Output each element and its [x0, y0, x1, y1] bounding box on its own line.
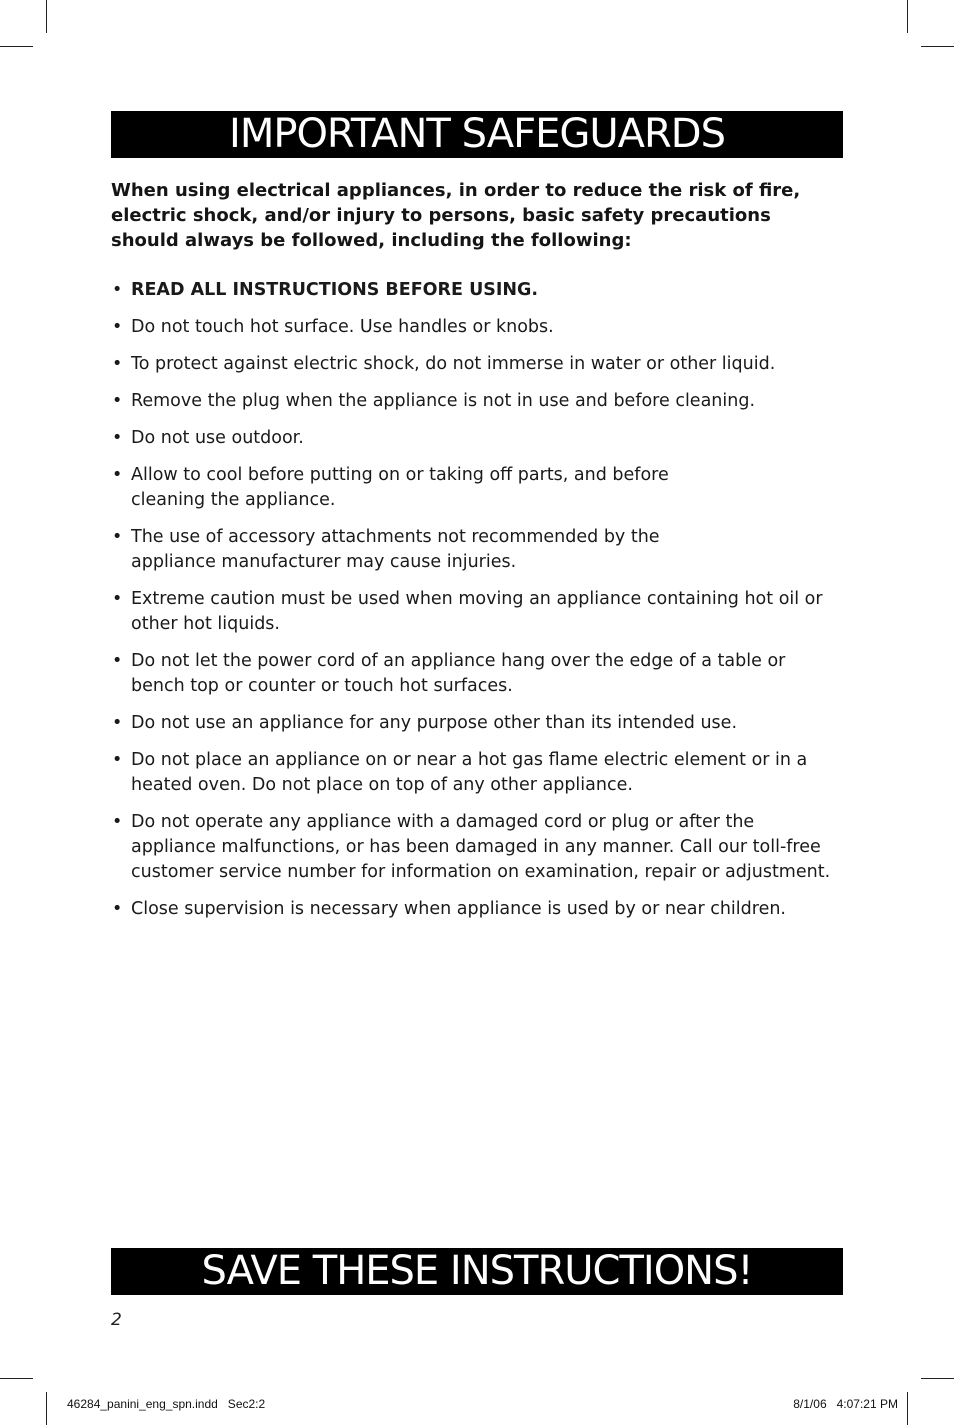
crop-mark: [0, 1378, 33, 1379]
list-item: • READ ALL INSTRUCTIONS BEFORE USING.: [111, 278, 841, 303]
list-item: • Do not operate any appliance with a damaged cord or plug or after the appliance malfunctions, or has been damaged in any manner. Call our toll-free customer service number for information on examination, repair or adjustment.: [112, 812, 831, 882]
crop-mark: [907, 0, 908, 33]
bullet-icon: •: [112, 354, 123, 374]
page-number: 2: [111, 1310, 122, 1330]
list-item: • Allow to cool before putting on or taking off parts, and before cleaning the appliance.: [112, 465, 669, 510]
bullet-icon: •: [112, 651, 123, 671]
list-item: • Extreme caution must be used when moving an appliance containing hot oil or other hot liquids.: [112, 589, 823, 634]
crop-mark: [921, 46, 954, 47]
bullet-icon: •: [112, 527, 123, 547]
list-item: • Close supervision is necessary when appliance is used by or near children.: [111, 897, 841, 922]
list-item: • Remove the plug when the appliance is not in use and before cleaning.: [111, 389, 841, 414]
bullet-icon: •: [112, 812, 123, 832]
save-instructions-banner: SAVE THESE INSTRUCTIONS!: [111, 1248, 843, 1295]
bullet-icon: •: [112, 280, 123, 300]
bullet-icon: •: [112, 750, 123, 770]
list-item: • Do not place an appliance on or near a hot gas flame electric element or in a heated oven. Do not place on top of any other appliance.: [112, 750, 808, 795]
list-item: • Do not use outdoor.: [111, 426, 841, 451]
safeguards-list: [111, 278, 841, 934]
list-item: • Do not let the power cord of an appliance hang over the edge of a table or bench top or counter or touch hot surfaces.: [112, 651, 786, 696]
list-item: • To protect against electric shock, do not immerse in water or other liquid.: [111, 352, 841, 377]
print-slug-timestamp: 8/1/06 4:07:21 PM: [793, 1397, 898, 1411]
bullet-icon: •: [112, 899, 123, 919]
crop-mark: [921, 1378, 954, 1379]
crop-mark: [0, 46, 33, 47]
list-item: • Do not use an appliance for any purpose other than its intended use.: [111, 711, 841, 736]
crop-mark: [907, 1392, 908, 1425]
crop-mark: [46, 1392, 47, 1425]
bullet-icon: •: [112, 428, 123, 448]
page-title: IMPORTANT SAFEGUARDS: [111, 111, 843, 158]
bullet-icon: •: [112, 589, 123, 609]
bullet-icon: •: [112, 713, 123, 733]
print-slug-file: 46284_panini_eng_spn.indd Sec2:2: [67, 1397, 266, 1411]
bullet-icon: •: [112, 465, 123, 485]
list-item: • The use of accessory attachments not recommended by the appliance manufacturer may cause injuries.: [112, 527, 660, 572]
list-item: • Do not touch hot surface. Use handles or knobs.: [111, 315, 841, 340]
crop-mark: [46, 0, 47, 33]
bullet-icon: •: [112, 391, 123, 411]
intro-paragraph: When using electrical appliances, in order to reduce the risk of fire, electric shock, and/or injury to persons, basic safety precautions should always be followed, including the following:: [111, 180, 801, 251]
bullet-icon: •: [112, 317, 123, 337]
